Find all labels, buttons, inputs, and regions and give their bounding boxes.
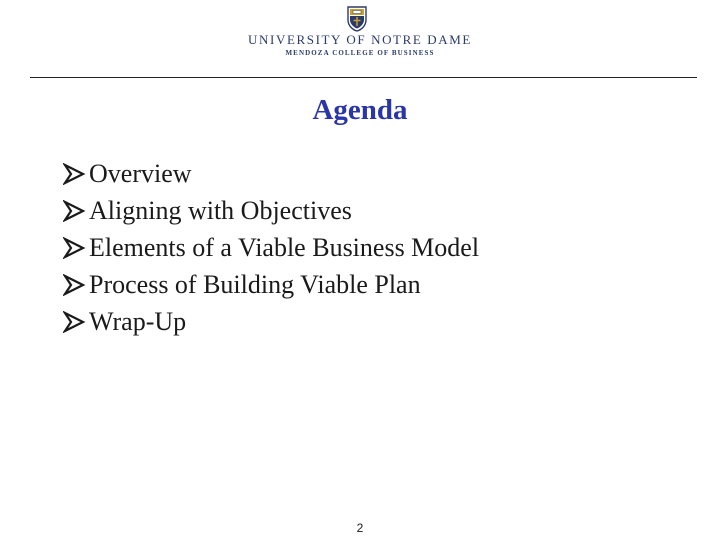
agenda-item [63, 266, 479, 303]
arrow-bullet-icon [63, 200, 87, 222]
header-divider [30, 77, 697, 78]
agenda-item [63, 303, 479, 340]
college-name: MENDOZA COLLEGE OF BUSINESS [285, 49, 435, 57]
arrow-bullet-icon [63, 274, 87, 296]
slide-header [0, 0, 720, 80]
agenda-item-label: Aligning with Objectives [89, 195, 352, 225]
university-name: UNIVERSITY OF NOTRE DAME [248, 32, 472, 47]
arrow-bullet-icon [63, 237, 87, 259]
agenda-item-label: Overview [89, 158, 192, 188]
university-seal-icon [347, 6, 367, 32]
arrow-bullet-icon [63, 311, 87, 333]
slide-title [0, 93, 720, 127]
slide-title-text: Agenda [312, 94, 408, 126]
agenda-item [63, 192, 479, 229]
agenda-item [63, 229, 479, 266]
agenda-item-label: Elements of a Viable Business Model [89, 232, 480, 262]
arrow-bullet-icon [63, 163, 87, 185]
page-number: 2 [356, 521, 364, 535]
agenda-list [63, 155, 479, 340]
agenda-item-label: Wrap-Up [89, 306, 187, 336]
agenda-item [63, 155, 479, 192]
agenda-item-label: Process of Building Viable Plan [89, 269, 421, 299]
